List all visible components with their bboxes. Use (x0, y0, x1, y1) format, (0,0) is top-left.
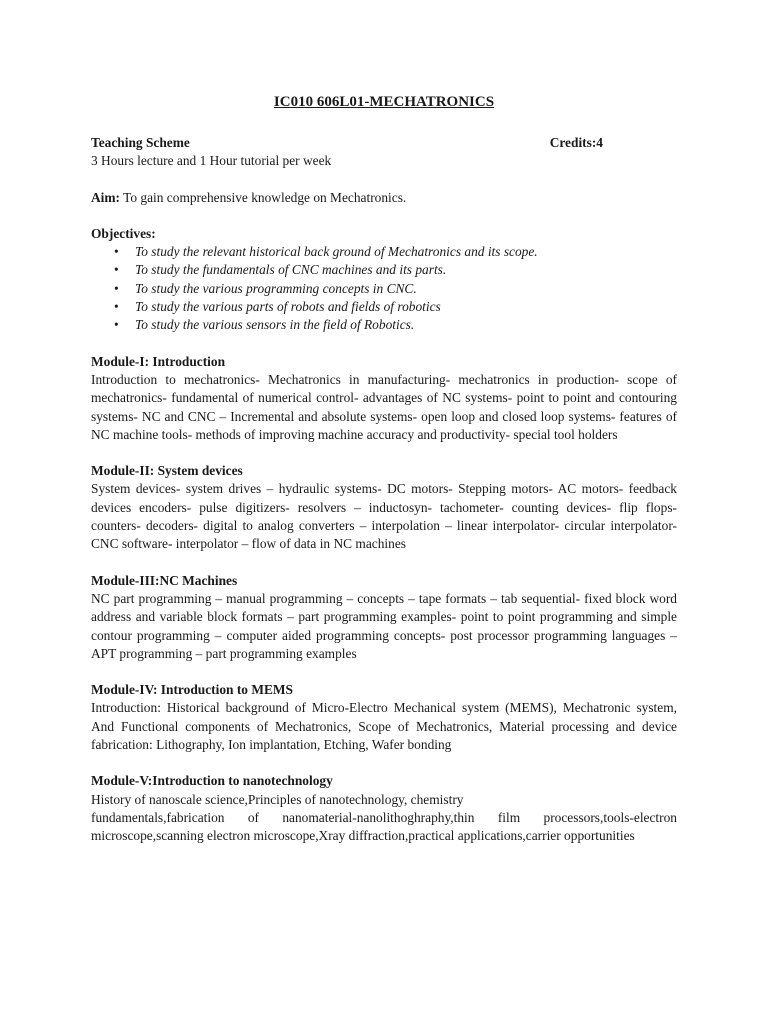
module-5-heading: Module-V:Introduction to nanotechnology (91, 773, 333, 789)
bullet-icon: • (114, 280, 119, 296)
aim-text: To gain comprehensive knowledge on Mechatronics. (120, 189, 407, 205)
course-title: IC010 606L01-MECHATRONICS (273, 94, 495, 110)
bullet-icon: • (114, 317, 119, 333)
module-3-heading: Module-III:NC Machines (91, 572, 238, 588)
hours-text: 3 Hours lecture and 1 Hour tutorial per week (91, 153, 332, 169)
module-1-body: Introduction to mechatronics- Mechatronics in manufacturing- mechatronics in production- scope of mechatronics- fundamental of numerical control- advantages of NC systems- point to point and contouring systems- NC and CNC – Incremental and absolute systems- open loop and closed loop systems- features of NC machine tools- methods of improving machine accuracy and productivity- special tool holders (91, 371, 677, 442)
objectives-label: Objectives: (91, 225, 156, 241)
module-5-body-first: History of nanoscale science,Principles of nanotechnology, chemistry (91, 791, 464, 807)
bullet-icon: • (114, 299, 119, 315)
aim-label: Aim: (91, 189, 121, 205)
teaching-scheme-label: Teaching Scheme (91, 135, 190, 150)
teaching-scheme-row (91, 134, 677, 152)
objective-item: • To study the various parts of robots and fields of robotics (91, 298, 677, 316)
bullet-icon: • (114, 262, 119, 278)
module-5-body: fundamentals,fabrication of nanomaterial-nanolithoghraphy,thin film processors,tools-electron microscope,scanning electron microscope,Xray diffraction,practical applications,carrier opportunities (91, 809, 677, 844)
aim-paragraph (91, 189, 677, 207)
module-1-heading: Module-I: Introduction (91, 353, 226, 369)
module-3-body: NC part programming – manual programming – concepts – tape formats – tab sequential- fixed block word address and variable block formats – part programming examples- point to point programming and simple contour programming – computer aided programming concepts- post processor programming languages – APT programming – part programming examples (91, 590, 677, 661)
objective-item: • To study the various programming concepts in CNC. (91, 280, 677, 298)
objective-item: • To study the fundamentals of CNC machines and its parts. (91, 261, 677, 279)
objective-item: • To study the various sensors in the field of Robotics. (91, 316, 677, 334)
credits-label: Credits:4 (549, 135, 603, 150)
document-page (91, 92, 677, 846)
module-2-heading: Module-II: System devices (91, 463, 243, 479)
module-4-body: Introduction: Historical background of Micro-Electro Mechanical system (MEMS), Mechatronic system, And Functional components of Mechatronics, Scope of Mechatronics, Material processing and device fabrication: Lithography, Ion implantation, Etching, Wafer bonding (91, 700, 677, 753)
objectives-list (91, 243, 677, 334)
module-2-body: System devices- system drives – hydraulic systems- DC motors- Stepping motors- AC motors- feedback devices encoders- pulse digitizers- resolvers – inductosyn- tachometer- counting devices- flip flops- counters- decoders- digital to analog converters – interpolation – linear interpolator- circular interpolator- CNC software- interpolator – flow of data in NC machines (91, 481, 677, 552)
bullet-icon: • (114, 244, 119, 260)
module-4-heading: Module-IV: Introduction to MEMS (91, 682, 293, 698)
objective-item: • To study the relevant historical back ground of Mechatronics and its scope. (91, 243, 677, 261)
